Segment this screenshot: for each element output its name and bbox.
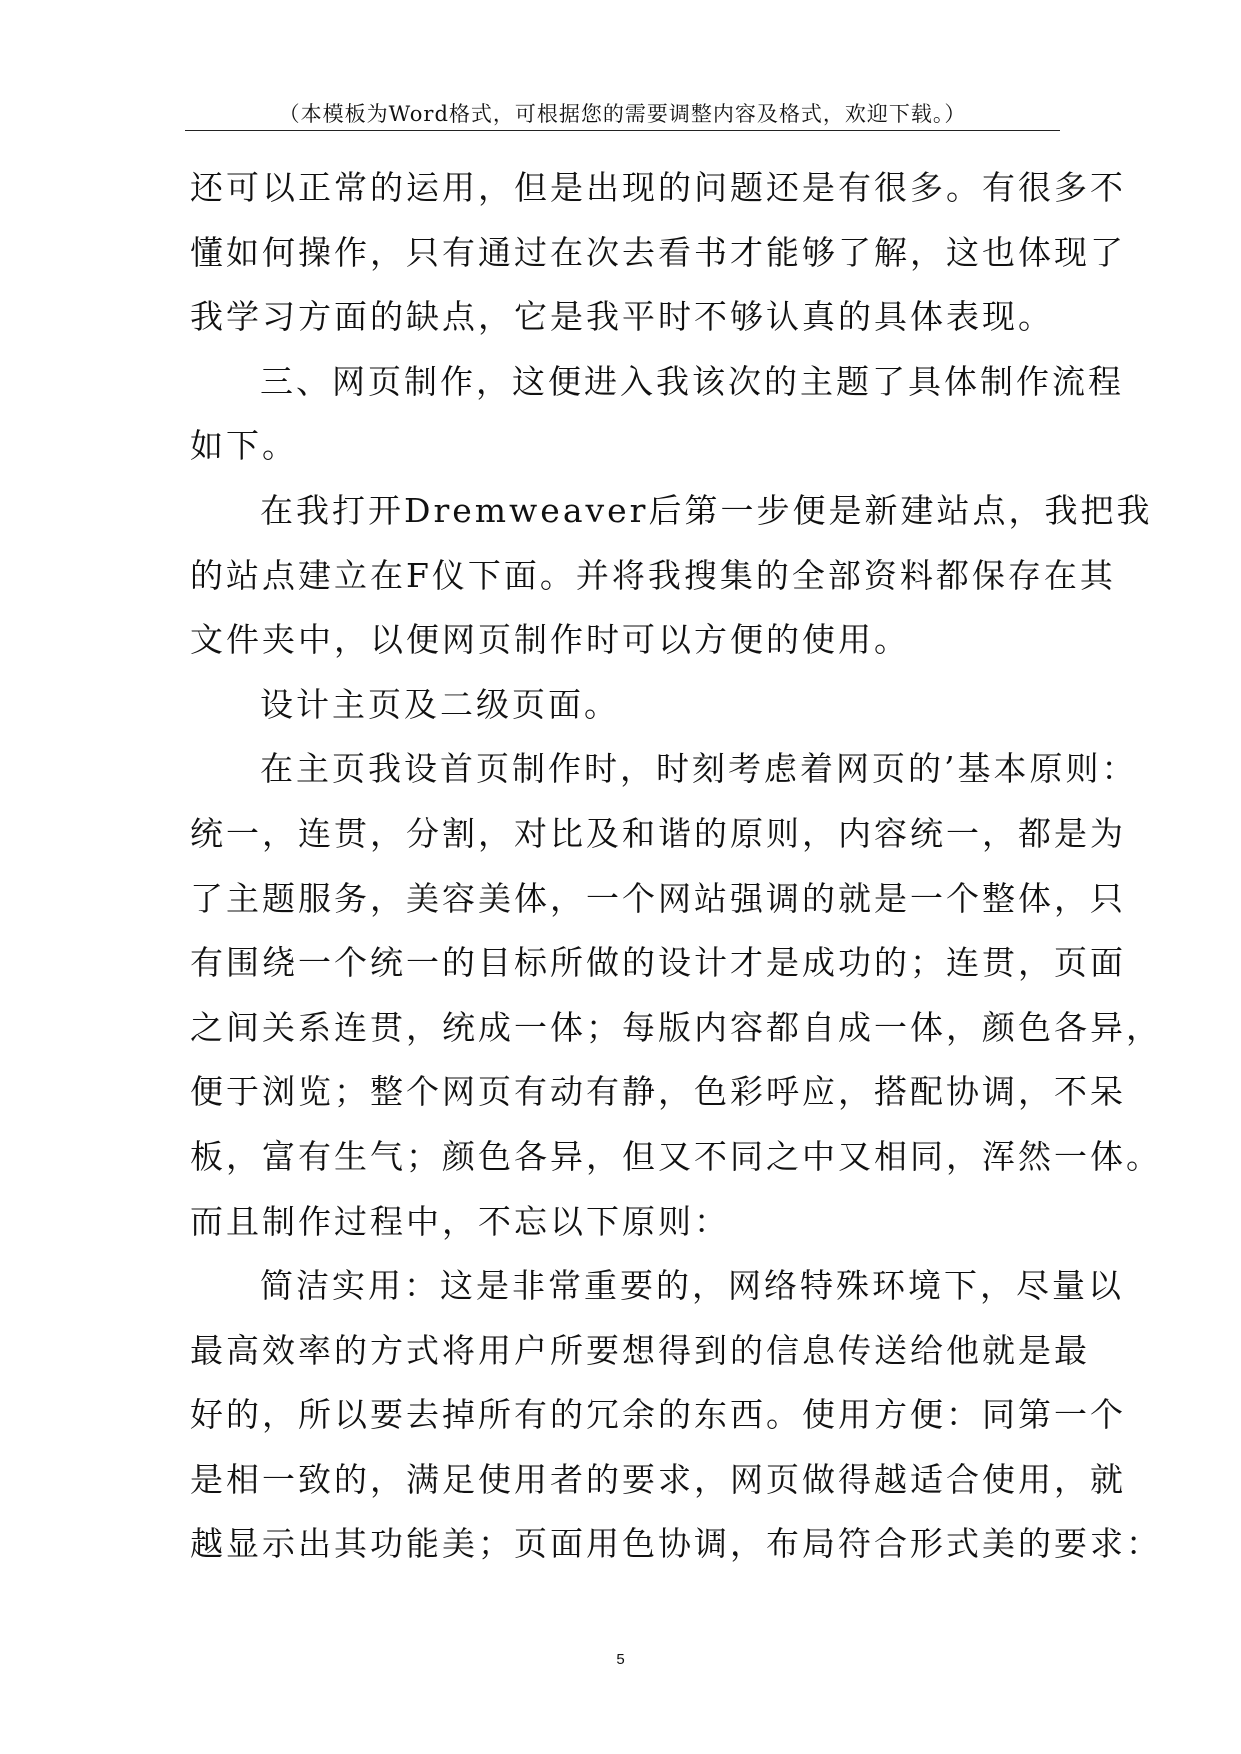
- text-line: 懂如何操作，只有通过在次去看书才能够了解，这也体现了: [190, 232, 1126, 272]
- text-line: 之间关系连贯，统成一体；每版内容都自成一体，颜色各异，: [190, 1007, 1162, 1047]
- text-line: 好的，所以要去掉所有的冗余的东西。使用方便：同第一个: [190, 1395, 1126, 1435]
- text-line: 了主题服务，美容美体，一个网站强调的就是一个整体，只: [190, 878, 1126, 918]
- text-line: 板，富有生气；颜色各异，但又不同之中又相同，浑然一体。: [190, 1136, 1162, 1176]
- text-line: 我学习方面的缺点，它是我平时不够认真的具体表现。: [190, 297, 1054, 337]
- text-line: 设计主页及二级页面。: [260, 684, 620, 724]
- text-line: 而且制作过程中，不忘以下原则：: [190, 1201, 730, 1241]
- text-line: 在主页我设首页制作时，时刻考虑着网页的’基本原则：: [260, 749, 1138, 789]
- header-divider: [185, 130, 1060, 131]
- text-line: 还可以正常的运用，但是出现的问题还是有很多。有很多不: [190, 168, 1126, 207]
- text-line: 文件夹中，以便网页制作时可以方便的使用。: [190, 620, 910, 660]
- template-header-note: （本模板为Word格式，可根据您的需要调整内容及格式，欢迎下载。）: [278, 102, 967, 126]
- text-line: 三、网页制作，这便进入我该次的主题了具体制作流程: [260, 361, 1124, 401]
- document-body: [190, 156, 1162, 1577]
- text-line: 的站点建立在F仪下面。并将我搜集的全部资料都保存在其: [190, 555, 1116, 595]
- page-number: 5: [616, 1651, 625, 1668]
- text-line: 有围绕一个统一的目标所做的设计才是成功的；连贯，页面: [190, 943, 1126, 983]
- text-line: 最高效率的方式将用户所要想得到的信息传送给他就是最: [190, 1330, 1090, 1370]
- text-line: 统一，连贯，分割，对比及和谐的原则，内容统一，都是为: [190, 813, 1126, 853]
- text-line: 越显示出其功能美；页面用色协调，布局符合形式美的要求：: [190, 1524, 1162, 1564]
- text-line: 便于浏览；整个网页有动有静，色彩呼应，搭配协调，不呆: [190, 1072, 1126, 1112]
- text-line: 在我打开Dremweaver后第一步便是新建站点，我把我: [260, 490, 1153, 530]
- text-line: 是相一致的，满足使用者的要求，网页做得越适合使用，就: [190, 1459, 1126, 1499]
- text-line: 如下。: [190, 426, 298, 466]
- text-line: 简洁实用：这是非常重要的，网络特殊环境下，尽量以: [260, 1266, 1124, 1306]
